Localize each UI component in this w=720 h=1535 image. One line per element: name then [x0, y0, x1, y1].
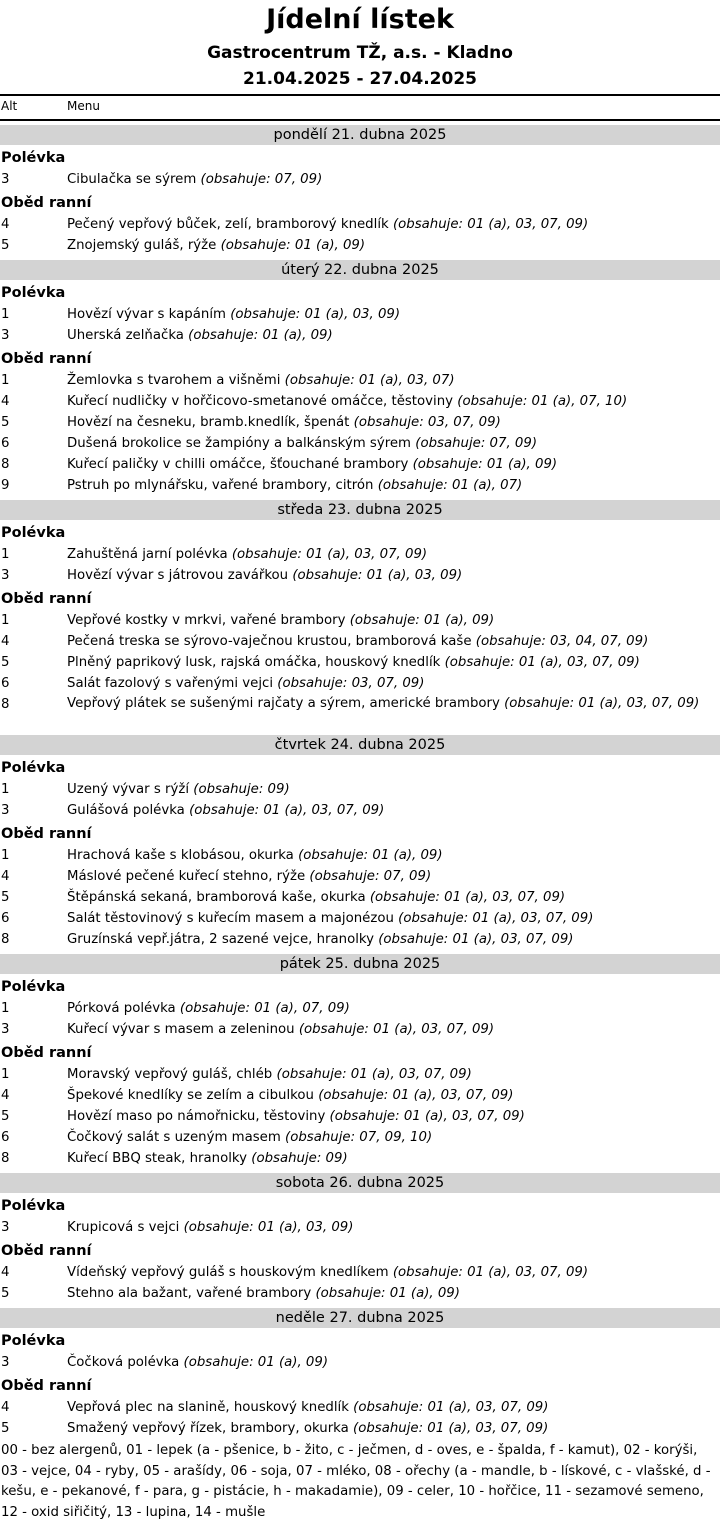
dish [67, 1085, 718, 1106]
dish [67, 610, 718, 631]
dish [67, 845, 718, 866]
alt-number: 9 [1, 478, 10, 493]
dish-name: Moravský vepřový guláš, chléb [67, 1067, 273, 1082]
dish-name: Máslové pečené kuřecí stehno, rýže [67, 869, 306, 884]
alt-number: 5 [1, 890, 10, 905]
section-heading: Oběd ranní [1, 1243, 92, 1259]
dish [67, 652, 718, 673]
menu-item-row [0, 800, 720, 821]
dish-name: Hovězí vývar s játrovou zavářkou [67, 568, 289, 583]
dish-name: Smažený vepřový řízek, brambory, okurka [67, 1421, 349, 1436]
dish-name: Hovězí na česneku, bramb.knedlík, špenát [67, 415, 350, 430]
menu-column-label: Menu [67, 99, 100, 113]
dish-name: Vepřové kostky v mrkvi, vařené brambory [67, 613, 346, 628]
dish-allergens: (obsahuje: 01 (a), 03, 09) [230, 307, 401, 322]
menu-item-row [0, 391, 720, 412]
menu-item-row [0, 235, 720, 256]
dish [67, 800, 718, 821]
day-header: středa 23. dubna 2025 [0, 500, 720, 520]
menu-item-row [0, 1148, 720, 1169]
menu-item-row [0, 673, 720, 694]
dish-name: Vepřový plátek se sušenými rajčaty a sýrem, americké brambory [67, 696, 500, 711]
menu-item-row [0, 565, 720, 586]
alt-number: 6 [1, 676, 10, 691]
day-header: pátek 25. dubna 2025 [0, 954, 720, 974]
dish-allergens: (obsahuje: 01 (a), 09) [412, 457, 558, 472]
company-name: Gastrocentrum TŽ, a.s. - Kladno [207, 43, 513, 63]
alt-number: 4 [1, 1265, 10, 1280]
dish-allergens: (obsahuje: 01 (a), 03, 07, 09) [378, 932, 574, 947]
dish [67, 695, 718, 713]
dish [67, 1064, 718, 1085]
dish [67, 866, 718, 887]
dish-allergens: (obsahuje: 01 (a), 03, 07, 09) [444, 655, 640, 670]
dish [67, 433, 718, 454]
dish [67, 325, 718, 346]
column-header [0, 94, 720, 121]
dish-allergens: (obsahuje: 03, 07, 09) [353, 415, 501, 430]
menu-item-row [0, 1283, 720, 1304]
section-heading: Oběd ranní [1, 826, 92, 842]
dish-name: Vídeňský vepřový guláš s houskovým knedlíkem [67, 1265, 389, 1280]
dish [67, 908, 718, 929]
dish [67, 370, 718, 391]
dish-name: Salát těstovinový s kuřecím masem a majonézou [67, 911, 394, 926]
dish-allergens: (obsahuje: 01 (a), 03, 07, 09) [318, 1088, 514, 1103]
section-heading: Oběd ranní [1, 591, 92, 607]
dish-name: Čočkový salát s uzeným masem [67, 1130, 281, 1145]
dish [67, 391, 718, 412]
dish-name: Znojemský guláš, rýže [67, 238, 217, 253]
dish [67, 304, 718, 325]
dish-name: Štěpánská sekaná, bramborová kaše, okurka [67, 890, 366, 905]
menu-item-row [0, 1352, 720, 1373]
menu-item-row [0, 169, 720, 190]
dish [67, 565, 718, 586]
dish [67, 544, 718, 565]
dish-allergens: (obsahuje: 01 (a), 03, 09) [183, 1220, 354, 1235]
dish [67, 998, 718, 1019]
dish [67, 1217, 718, 1238]
page-header [0, 0, 720, 94]
dish-allergens: (obsahuje: 07, 09) [200, 172, 323, 187]
alt-number: 5 [1, 1286, 10, 1301]
dish [67, 1106, 718, 1127]
dish-name: Dušená brokolice se žampióny a balkánským sýrem [67, 436, 412, 451]
alt-number: 3 [1, 1022, 10, 1037]
day-header: úterý 22. dubna 2025 [0, 260, 720, 280]
alt-number: 3 [1, 1220, 10, 1235]
page-title: Jídelní lístek [266, 4, 454, 35]
dish-name: Hovězí vývar s kapáním [67, 307, 226, 322]
menu-item-row [0, 370, 720, 391]
dish [67, 1397, 718, 1418]
dish-allergens: (obsahuje: 01 (a), 03, 07, 09) [231, 547, 428, 562]
alt-number: 3 [1, 803, 10, 818]
dish-allergens: (obsahuje: 01 (a), 03, 07, 09) [398, 911, 594, 926]
menu-item-row [0, 1106, 720, 1127]
menu-item-row [0, 845, 720, 866]
menu-item-row [0, 998, 720, 1019]
dish-name: Krupicová s vejci [67, 1220, 180, 1235]
alt-number: 6 [1, 436, 10, 451]
dish-name: Hovězí maso po námořnicku, těstoviny [67, 1109, 326, 1124]
dish-allergens: (obsahuje: 01 (a), 03, 07, 09) [276, 1067, 472, 1082]
menu-item-row [0, 779, 720, 800]
dish-allergens: (obsahuje: 07, 09, 10) [285, 1130, 433, 1145]
dish-name: Vepřová plec na slanině, houskový knedlík [67, 1400, 349, 1415]
menu-item-row [0, 325, 720, 346]
dish-name: Čočková polévka [67, 1355, 180, 1370]
dish-allergens: (obsahuje: 01 (a), 03, 07, 09) [189, 803, 385, 818]
dish [67, 631, 718, 652]
menu-item-row [0, 610, 720, 631]
dish-allergens: (obsahuje: 01 (a), 03, 07, 09) [504, 696, 700, 711]
dish-allergens: (obsahuje: 01 (a), 09) [298, 848, 443, 863]
menu-item-row [0, 631, 720, 652]
alt-number: 8 [1, 457, 10, 472]
section-heading: Polévka [1, 1198, 66, 1214]
day-header: pondělí 21. dubna 2025 [0, 125, 720, 145]
dish [67, 779, 718, 800]
alt-number: 4 [1, 869, 10, 884]
dish [67, 475, 718, 496]
alt-number: 8 [1, 1151, 10, 1166]
menu-item-row [0, 694, 720, 731]
menu-item-row [0, 544, 720, 565]
dish-name: Žemlovka s tvarohem a višněmi [67, 373, 281, 388]
alt-number: 4 [1, 217, 10, 232]
dish-name: Kuřecí paličky v chilli omáčce, šťouchané brambory [67, 457, 409, 472]
dish-allergens: (obsahuje: 01 (a), 03, 07, 09) [298, 1022, 495, 1037]
alt-number: 8 [1, 697, 10, 712]
section-heading: Oběd ranní [1, 195, 92, 211]
day-header: neděle 27. dubna 2025 [0, 1308, 720, 1328]
alt-number: 3 [1, 1355, 10, 1370]
alt-number: 1 [1, 307, 10, 322]
dish [67, 412, 718, 433]
dish-allergens: (obsahuje: 01 (a), 03, 07, 09) [353, 1400, 549, 1415]
dish-allergens: (obsahuje: 03, 04, 07, 09) [475, 634, 649, 649]
dish [67, 1352, 718, 1373]
dish [67, 929, 718, 950]
days-list [0, 125, 720, 1439]
section-heading: Polévka [1, 979, 66, 995]
dish [67, 169, 718, 190]
dish [67, 1127, 718, 1148]
dish-name: Kuřecí BBQ steak, hranolky [67, 1151, 248, 1166]
dish [67, 1262, 718, 1283]
dish-name: Pečená treska se sýrovo-vaječnou krustou, bramborová kaše [67, 634, 472, 649]
menu-item-row [0, 1217, 720, 1238]
dish-name: Gruzínská vepř.játra, 2 sazené vejce, hranolky [67, 932, 374, 947]
alt-number: 1 [1, 1001, 10, 1016]
alt-number: 5 [1, 238, 10, 253]
menu-item-row [0, 454, 720, 475]
alt-number: 1 [1, 373, 10, 388]
menu-item-row [0, 887, 720, 908]
alt-number: 5 [1, 415, 10, 430]
dish-name: Kuřecí vývar s masem a zeleninou [67, 1022, 295, 1037]
dish-allergens: (obsahuje: 01 (a), 03, 07, 09) [369, 890, 566, 905]
dish-allergens: (obsahuje: 01 (a), 09) [349, 613, 495, 628]
alt-number: 5 [1, 655, 10, 670]
alt-number: 6 [1, 1130, 10, 1145]
section-heading: Polévka [1, 1333, 66, 1349]
dish [67, 1019, 718, 1040]
menu-item-row [0, 1064, 720, 1085]
day-header: sobota 26. dubna 2025 [0, 1173, 720, 1193]
dish-allergens: (obsahuje: 01 (a), 07, 10) [457, 394, 628, 409]
dish-name: Pečený vepřový bůček, zelí, bramborový knedlík [67, 217, 389, 232]
dish-allergens: (obsahuje: 01 (a), 07, 09) [179, 1001, 350, 1016]
menu-item-row [0, 304, 720, 325]
dish-name: Uzený vývar s rýží [67, 782, 190, 797]
dish-allergens: (obsahuje: 09) [251, 1151, 348, 1166]
alt-number: 4 [1, 1400, 10, 1415]
dish-name: Gulášová polévka [67, 803, 185, 818]
date-range: 21.04.2025 - 27.04.2025 [243, 69, 477, 89]
alt-number: 4 [1, 394, 10, 409]
dish-allergens: (obsahuje: 01 (a), 03, 07, 09) [392, 217, 589, 232]
dish-allergens: (obsahuje: 01 (a), 03, 07, 09) [353, 1421, 549, 1436]
dish-name: Špekové knedlíky se zelím a cibulkou [67, 1088, 314, 1103]
alt-number: 1 [1, 848, 10, 863]
section-heading: Polévka [1, 525, 66, 541]
dish-allergens: (obsahuje: 01 (a), 09) [183, 1355, 329, 1370]
section-heading: Polévka [1, 760, 66, 776]
menu-item-row [0, 908, 720, 929]
alt-number: 1 [1, 547, 10, 562]
alt-number: 1 [1, 782, 10, 797]
dish-name: Zahuštěná jarní polévka [67, 547, 228, 562]
dish-allergens: (obsahuje: 01 (a), 03, 09) [292, 568, 463, 583]
allergen-legend: 00 - bez alergenů, 01 - lepek (a - pšenice, b - žito, c - ječmen, d - oves, e - špalda, f - kamut), 02 - korýši, 03 - vejce, 04 - ryby, 05 - arašídy, 06 - soja, 07 - mléko, 08 - ořechy (a - mandle, b - lískové, c - vlašské, d - kešu, e - pekanové, f - para, g - pistácie, h - makadamie), 09 - celer, 10 - hořčice, 11 - sezamové semeno, 12 - oxid siřičitý, 13 - lupina, 14 - mušle [1, 1443, 711, 1520]
dish [67, 1283, 718, 1304]
alt-number: 6 [1, 911, 10, 926]
dish-name: Plněný paprikový lusk, rajská omáčka, houskový knedlík [67, 655, 441, 670]
dish-name: Cibulačka se sýrem [67, 172, 197, 187]
dish-name: Pórková polévka [67, 1001, 176, 1016]
section-heading: Polévka [1, 285, 66, 301]
dish [67, 673, 718, 694]
section-heading: Oběd ranní [1, 1045, 92, 1061]
dish-name: Pstruh po mlynářsku, vařené brambory, citrón [67, 478, 374, 493]
alt-column-label: Alt [1, 99, 18, 113]
menu-item-row [0, 1397, 720, 1418]
alt-number: 4 [1, 634, 10, 649]
dish [67, 1148, 718, 1169]
dish-allergens: (obsahuje: 07, 09) [415, 436, 538, 451]
dish-name: Kuřecí nudličky v hořčicovo-smetanové omáčce, těstoviny [67, 394, 454, 409]
dish-allergens: (obsahuje: 01 (a), 03, 07, 09) [329, 1109, 525, 1124]
menu-item-row [0, 929, 720, 950]
dish-name: Stehno ala bažant, vařené brambory [67, 1286, 312, 1301]
dish-allergens: (obsahuje: 01 (a), 03, 07) [284, 373, 455, 388]
dish-name: Uherská zelňačka [67, 328, 184, 343]
menu-item-row [0, 1262, 720, 1283]
dish-allergens: (obsahuje: 01 (a), 03, 07, 09) [392, 1265, 589, 1280]
menu-item-row [0, 652, 720, 673]
alt-number: 3 [1, 172, 10, 187]
alt-number: 5 [1, 1421, 10, 1436]
section-heading: Oběd ranní [1, 1378, 92, 1394]
section-heading: Oběd ranní [1, 351, 92, 367]
menu-item-row [0, 214, 720, 235]
menu-item-row [0, 412, 720, 433]
dish [67, 214, 718, 235]
dish [67, 454, 718, 475]
alt-number: 1 [1, 1067, 10, 1082]
dish-allergens: (obsahuje: 01 (a), 09) [188, 328, 333, 343]
alt-number: 3 [1, 328, 10, 343]
menu-item-row [0, 475, 720, 496]
dish-name: Hrachová kaše s klobásou, okurka [67, 848, 294, 863]
dish-allergens: (obsahuje: 01 (a), 09) [220, 238, 366, 253]
day-header: čtvrtek 24. dubna 2025 [0, 735, 720, 755]
menu-item-row [0, 1019, 720, 1040]
dish [67, 887, 718, 908]
dish-allergens: (obsahuje: 01 (a), 09) [315, 1286, 460, 1301]
menu-item-row [0, 433, 720, 454]
menu-item-row [0, 866, 720, 887]
dish [67, 235, 718, 256]
dish-allergens: (obsahuje: 07, 09) [309, 869, 432, 884]
alt-number: 1 [1, 613, 10, 628]
menu-item-row [0, 1127, 720, 1148]
dish-allergens: (obsahuje: 03, 07, 09) [277, 676, 425, 691]
menu-item-row [0, 1085, 720, 1106]
section-heading: Polévka [1, 150, 66, 166]
dish-allergens: (obsahuje: 01 (a), 07) [377, 478, 523, 493]
alt-number: 4 [1, 1088, 10, 1103]
dish-allergens: (obsahuje: 09) [193, 782, 290, 797]
alt-number: 3 [1, 568, 10, 583]
alt-number: 5 [1, 1109, 10, 1124]
alt-number: 8 [1, 932, 10, 947]
menu-item-row [0, 1418, 720, 1439]
dish [67, 1418, 718, 1439]
dish-name: Salát fazolový s vařenými vejci [67, 676, 274, 691]
